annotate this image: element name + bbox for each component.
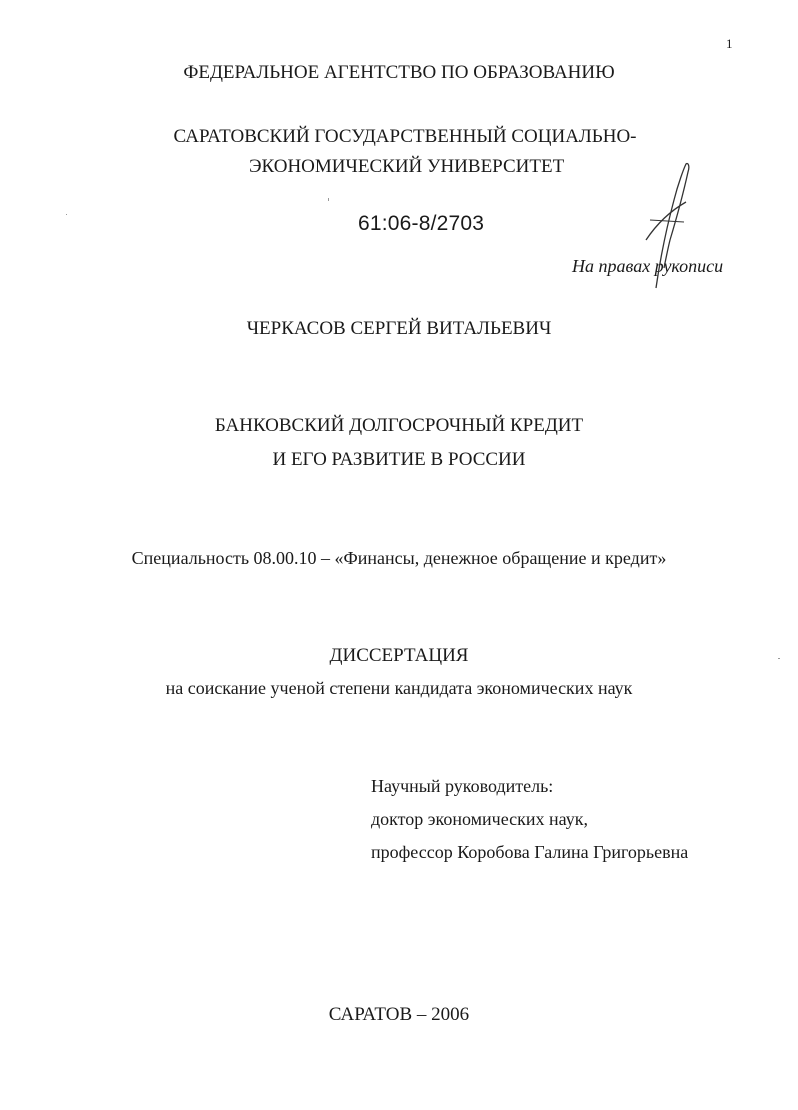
- city-year: САРАТОВ – 2006: [328, 1004, 470, 1025]
- work-type: ДИССЕРТАЦИЯ: [329, 645, 469, 666]
- signature-mark: [626, 160, 706, 290]
- supervisor-name: профессор Коробова Галина Григорьевна: [371, 842, 689, 862]
- agency-heading: ФЕДЕРАЛЬНОЕ АГЕНТСТВО ПО ОБРАЗОВАНИЮ: [183, 62, 615, 83]
- university-line-1: САРАТОВСКИЙ ГОСУДАРСТВЕННЫЙ СОЦИАЛЬНО-: [173, 126, 637, 147]
- specialty: Специальность 08.00.10 – «Финансы, денежное обращение и кредит»: [131, 548, 667, 568]
- supervisor-label: Научный руководитель:: [371, 776, 554, 796]
- title-line-2: И ЕГО РАЗВИТИЕ В РОССИИ: [272, 449, 526, 470]
- degree-line: на соискание ученой степени кандидата экономических наук: [165, 678, 633, 698]
- manuscript-rights: На правах рукописи: [572, 256, 724, 276]
- title-line-1: БАНКОВСКИЙ ДОЛГОСРОЧНЫЙ КРЕДИТ: [214, 415, 584, 436]
- author-name: ЧЕРКАСОВ СЕРГЕЙ ВИТАЛЬЕВИЧ: [246, 318, 552, 339]
- library-code: 61:06-8/2703: [358, 212, 485, 235]
- scan-speck: [66, 214, 67, 215]
- university-line-2: ЭКОНОМИЧЕСКИЙ УНИВЕРСИТЕТ: [249, 156, 565, 177]
- scan-speck: [328, 198, 329, 201]
- scan-speck: [778, 658, 780, 659]
- supervisor-degree: доктор экономических наук,: [371, 809, 588, 829]
- page-number: 1: [726, 36, 733, 51]
